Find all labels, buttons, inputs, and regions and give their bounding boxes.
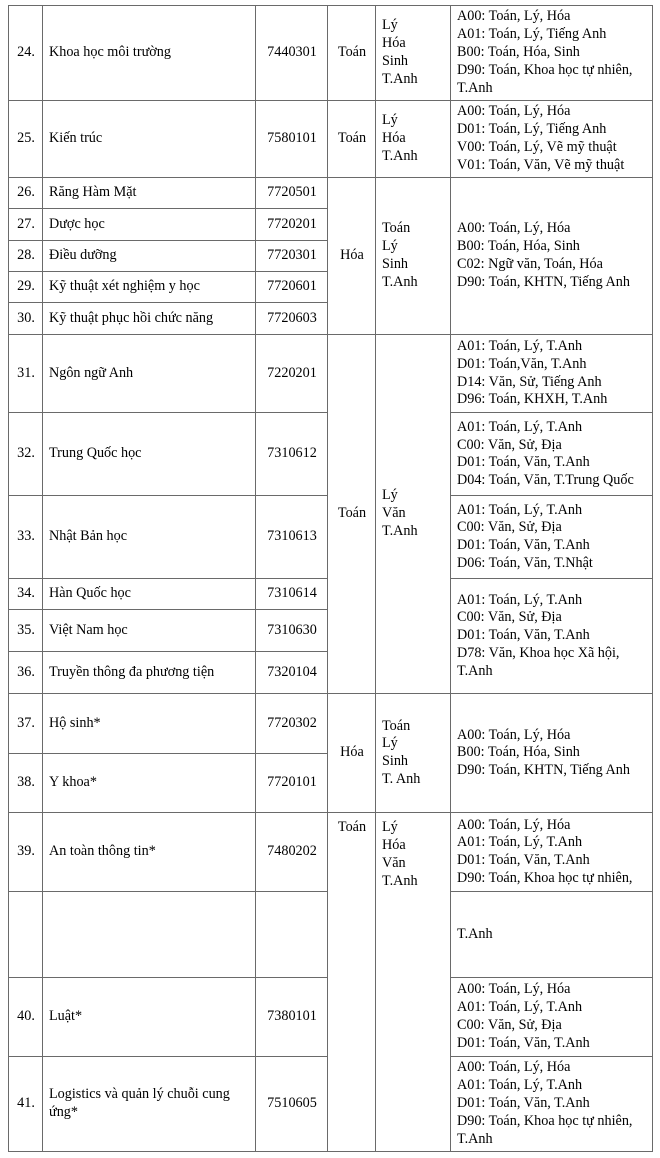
program-name: Điều dưỡng [43, 240, 256, 271]
program-code: 7380101 [256, 978, 328, 1057]
program-name: Luật* [43, 978, 256, 1057]
text-line: A01: Toán, Lý, T.Anh [457, 418, 583, 435]
row-index: 37. [9, 694, 43, 754]
secondary-subjects [376, 101, 451, 178]
program-code [256, 892, 328, 978]
text-line: Văn [382, 505, 406, 521]
admission-combinations-continuation [451, 892, 653, 978]
row-index: 39. [9, 813, 43, 892]
text-line: A00: Toán, Lý, Hóa [457, 8, 571, 25]
text-line: D90: Toán, Khoa học tự nhiên, T.Anh [457, 1112, 633, 1147]
text-line: Sinh [382, 53, 409, 69]
text-line: D96: Toán, KHXH, T.Anh [457, 391, 608, 408]
text-line: Lý [382, 238, 398, 255]
text-line: T.Anh [382, 147, 418, 164]
row-index: 34. [9, 579, 43, 610]
admission-combinations [451, 334, 653, 413]
program-name: Kỹ thuật xét nghiệm y học [43, 271, 256, 302]
text-line: T.Anh [457, 925, 493, 942]
text-line: A00: Toán, Lý, Hóa [457, 816, 571, 833]
text-line: B00: Toán, Hóa, Sinh [457, 744, 580, 761]
text-line: D01: Toán, Văn, T.Anh [457, 537, 590, 554]
program-code: 7310614 [256, 579, 328, 610]
secondary-subjects-group [376, 813, 451, 1152]
text-line: A01: Toán, Lý, T.Anh [457, 834, 583, 851]
row-index: 33. [9, 496, 43, 579]
text-line: T. Anh [382, 771, 421, 788]
program-name: Răng Hàm Mặt [43, 178, 256, 209]
text-line: V01: Toán, Văn, Vẽ mỹ thuật [457, 156, 625, 173]
program-code: 7720301 [256, 240, 328, 271]
row-index: 25. [9, 101, 43, 178]
text-line: Lý [382, 735, 398, 752]
row-index: 29. [9, 271, 43, 302]
row-index: 41. [9, 1056, 43, 1151]
admission-combinations-group [451, 694, 653, 813]
program-code: 7720603 [256, 303, 328, 334]
text-line: D90: Toán, Khoa học tự nhiên, [457, 870, 633, 887]
text-line: Lý [382, 17, 398, 34]
admission-combinations [451, 496, 653, 579]
text-line: A00: Toán, Lý, Hóa [457, 981, 571, 998]
row-index: 38. [9, 753, 43, 813]
program-code: 7440301 [256, 6, 328, 101]
text-line: A01: Toán, Lý, T.Anh [457, 999, 583, 1016]
program-name: Trung Quốc học [43, 413, 256, 496]
text-line: D01: Toán, Văn, T.Anh [457, 454, 590, 471]
table-row [9, 6, 653, 101]
row-index: 40. [9, 978, 43, 1057]
program-name: Truyền thông đa phương tiện [43, 651, 256, 693]
row-index: 30. [9, 303, 43, 334]
text-line: D01: Toán, Văn, T.Anh [457, 627, 590, 644]
text-line: Lý [382, 819, 398, 836]
admission-combinations-group [451, 579, 653, 694]
program-code: 7480202 [256, 813, 328, 892]
admission-combinations-group [451, 178, 653, 335]
row-index: 32. [9, 413, 43, 496]
table-row [9, 178, 653, 209]
table-row [9, 101, 653, 178]
row-index: 26. [9, 178, 43, 209]
row-index: 27. [9, 209, 43, 240]
text-line: D90: Toán, KHTN, Tiếng Anh [457, 762, 630, 779]
program-code: 7510605 [256, 1056, 328, 1151]
text-line: A01: Toán, Lý, T.Anh [457, 501, 583, 518]
program-name: An toàn thông tin* [43, 813, 256, 892]
admission-combinations [451, 813, 653, 892]
program-code: 7220201 [256, 334, 328, 413]
text-line: Hóa [382, 130, 406, 147]
text-line: B00: Toán, Hóa, Sinh [457, 44, 580, 61]
text-line: C00: Văn, Sử, Địa [457, 609, 562, 626]
text-line: A01: Toán, Lý, T.Anh [457, 591, 583, 608]
text-line: C00: Văn, Sử, Địa [457, 519, 562, 536]
text-line: D01: Toán,Văn, T.Anh [457, 355, 587, 372]
main-subject-group: Toán [328, 334, 376, 694]
row-index: 35. [9, 610, 43, 651]
text-line: A00: Toán, Lý, Hóa [457, 1059, 571, 1076]
program-name: Hàn Quốc học [43, 579, 256, 610]
admission-combinations [451, 1056, 653, 1151]
text-line: T.Anh [382, 70, 418, 87]
text-line: Sinh [382, 255, 409, 272]
main-subject-group: Hóa [328, 694, 376, 813]
program-code: 7580101 [256, 101, 328, 178]
row-index: 24. [9, 6, 43, 101]
program-name: Kỹ thuật phục hồi chức năng [43, 303, 256, 334]
text-line: A00: Toán, Lý, Hóa [457, 726, 571, 743]
text-line: T.Anh [382, 273, 418, 290]
row-index: 31. [9, 334, 43, 413]
program-code: 7320104 [256, 651, 328, 693]
text-line: T.Anh [382, 522, 418, 539]
main-subject: Toán [328, 6, 376, 101]
text-line: V00: Toán, Lý, Vẽ mỹ thuật [457, 139, 617, 156]
text-line: C00: Văn, Sử, Địa [457, 436, 562, 453]
table-row [9, 813, 653, 892]
program-name: Ngôn ngữ Anh [43, 334, 256, 413]
text-line: D01: Toán, Văn, T.Anh [457, 852, 590, 869]
program-name: Dược học [43, 209, 256, 240]
text-line: A01: Toán, Lý, T.Anh [457, 1077, 583, 1094]
text-line: C02: Ngữ văn, Toán, Hóa [457, 255, 603, 272]
text-line: B00: Toán, Hóa, Sinh [457, 238, 580, 255]
text-line: D01: Toán, Văn, T.Anh [457, 1095, 590, 1112]
text-line: A00: Toán, Lý, Hóa [457, 103, 571, 120]
table-row [9, 694, 653, 754]
text-line: A00: Toán, Lý, Hóa [457, 220, 571, 237]
text-line: Toán [382, 717, 411, 734]
program-code: 7310630 [256, 610, 328, 651]
program-name: Việt Nam học [43, 610, 256, 651]
table-row [9, 334, 653, 413]
secondary-subjects-group [376, 334, 451, 694]
program-code: 7720601 [256, 271, 328, 302]
text-line: D14: Văn, Sử, Tiếng Anh [457, 373, 602, 390]
text-line: D90: Toán, Khoa học tự nhiên, T.Anh [457, 61, 633, 96]
row-index: 36. [9, 651, 43, 693]
main-subject-group: Hóa [328, 178, 376, 335]
text-line: A01: Toán, Lý, Tiếng Anh [457, 26, 607, 43]
program-name: Nhật Bản học [43, 496, 256, 579]
text-line: T.Anh [382, 872, 418, 889]
text-line: Lý [382, 112, 398, 129]
program-code: 7720201 [256, 209, 328, 240]
text-line: D04: Toán, Văn, T.Trung Quốc [457, 472, 634, 489]
admissions-table [8, 5, 653, 1152]
main-subject: Toán [328, 101, 376, 178]
program-name [43, 892, 256, 978]
program-name: Kiến trúc [43, 101, 256, 178]
admission-combinations [451, 413, 653, 496]
program-code: 7720501 [256, 178, 328, 209]
text-line: Lý [382, 487, 398, 504]
admission-combinations [451, 101, 653, 178]
row-index: 28. [9, 240, 43, 271]
text-line: Hóa [382, 35, 406, 52]
text-line: Hóa [382, 837, 406, 854]
program-code: 7310612 [256, 413, 328, 496]
secondary-subjects-group [376, 178, 451, 335]
text-line: D01: Toán, Văn, T.Anh [457, 1034, 590, 1051]
program-code: 7720302 [256, 694, 328, 754]
program-code: 7720101 [256, 753, 328, 813]
text-line: Sinh [382, 753, 409, 770]
text-line: Toán [382, 220, 411, 237]
row-index [9, 892, 43, 978]
program-code: 7310613 [256, 496, 328, 579]
program-name: Logistics và quản lý chuỗi cung ứng* [43, 1056, 256, 1151]
text-line: C00: Văn, Sử, Địa [457, 1016, 562, 1033]
admission-combinations [451, 978, 653, 1057]
text-line: Văn [382, 855, 406, 872]
secondary-subjects-group [376, 694, 451, 813]
admission-combinations [451, 6, 653, 101]
text-line: D90: Toán, KHTN, Tiếng Anh [457, 273, 630, 290]
program-name: Hộ sinh* [43, 694, 256, 754]
program-name: Khoa học môi trường [43, 6, 256, 101]
text-line: D01: Toán, Lý, Tiếng Anh [457, 121, 607, 138]
text-line: A01: Toán, Lý, T.Anh [457, 337, 583, 354]
text-line: D78: Văn, Khoa học Xã hội, T.Anh [457, 645, 620, 679]
main-subject-group: Toán [328, 813, 376, 1152]
text-line: D06: Toán, Văn, T.Nhật [457, 554, 593, 571]
secondary-subjects [376, 6, 451, 101]
program-name: Y khoa* [43, 753, 256, 813]
